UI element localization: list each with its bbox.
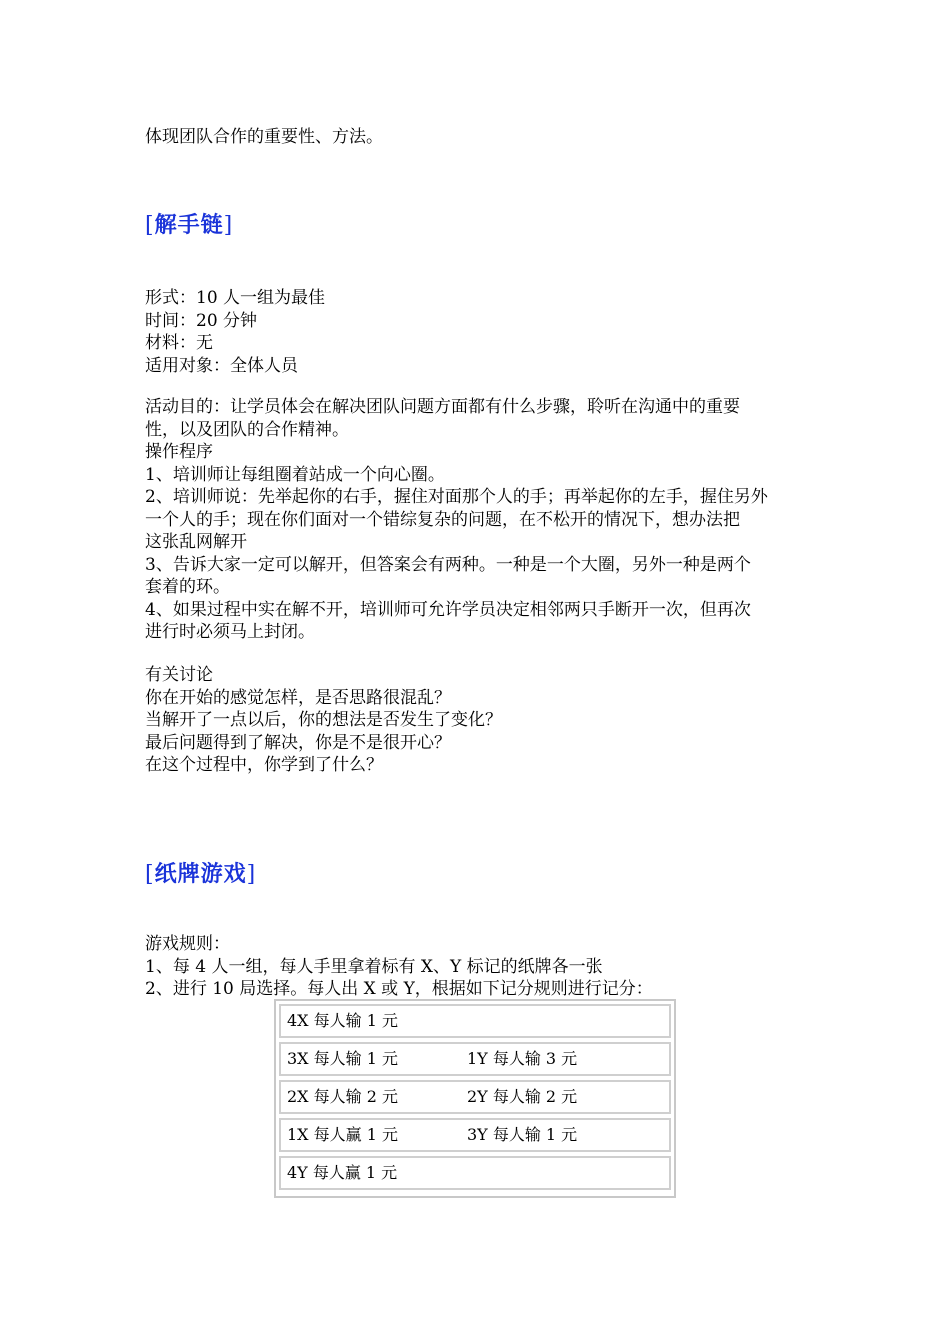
rules-line: 1、每 4 人一组，每人手里拿着标有 X、Y 标记的纸牌各一张	[145, 956, 603, 977]
meta-time: 时间：20 分钟	[145, 310, 258, 331]
purpose-line: 活动目的：让学员体会在解决团队问题方面都有什么步骤，聆听在沟通中的重要	[145, 397, 740, 417]
bracket-close: ]	[246, 862, 257, 887]
section-heading-jieshoulian	[145, 212, 233, 240]
procedure-line: 2、培训师说：先举起你的右手，握住对面那个人的手；再举起你的左手，握住另外	[145, 487, 768, 507]
activity-procedure	[145, 396, 815, 644]
procedure-line: 3、告诉大家一定可以解开，但答案会有两种。一种是一个大圈，另外一种是两个	[145, 554, 751, 575]
section-title: 纸牌游戏	[154, 862, 247, 887]
purpose-line: 性，以及团队的合作精神。	[145, 419, 349, 440]
procedure-line: 套着的环。	[145, 577, 230, 597]
discussion-question: 在这个过程中，你学到了什么？	[145, 755, 383, 775]
procedure-title: 操作程序	[145, 442, 213, 462]
discussion-title: 有关讨论	[145, 665, 213, 685]
section-title: 解手链	[154, 213, 224, 238]
table-row	[279, 1118, 671, 1152]
score-cell: 2Y 每人输 2 元	[467, 1087, 578, 1106]
activity-meta	[145, 287, 815, 377]
discussion-question: 最后问题得到了解决，你是不是很开心？	[145, 732, 451, 753]
table-row	[279, 1042, 671, 1076]
discussion-question: 当解开了一点以后，你的想法是否发生了变化？	[145, 710, 502, 730]
score-cell: 3X 每人输 1 元	[287, 1049, 399, 1068]
table-row	[279, 1080, 671, 1114]
rules-title: 游戏规则：	[145, 934, 230, 954]
procedure-line: 一个人的手；现在你们面对一个错综复杂的问题，在不松开的情况下，想办法把	[145, 509, 740, 530]
meta-format: 形式：10 人一组为最佳	[145, 288, 326, 308]
score-cell: 2X 每人输 2 元	[287, 1087, 399, 1106]
table-row	[279, 1004, 671, 1038]
score-cell: 1Y 每人输 3 元	[467, 1049, 578, 1068]
score-cell: 4Y 每人赢 1 元	[287, 1163, 398, 1182]
score-table	[274, 999, 676, 1198]
score-cell: 4X 每人输 1 元	[287, 1011, 399, 1030]
bracket-open: [	[145, 213, 155, 238]
intro-text: 体现团队合作的重要性、方法。	[145, 127, 383, 147]
score-cell: 1X 每人赢 1 元	[287, 1125, 399, 1144]
bracket-close: ]	[223, 213, 234, 238]
game-rules	[145, 933, 815, 1001]
bracket-open: [	[145, 862, 155, 887]
procedure-line: 进行时必须马上封闭。	[145, 622, 315, 642]
meta-materials: 材料：无	[145, 333, 213, 353]
procedure-line: 这张乱网解开	[145, 532, 247, 552]
score-cell: 3Y 每人输 1 元	[467, 1125, 578, 1144]
procedure-line: 1、培训师让每组圈着站成一个向心圈。	[145, 464, 445, 485]
table-row	[279, 1156, 671, 1190]
discussion	[145, 664, 815, 777]
section-heading-zhipaiyouxi	[145, 861, 256, 889]
procedure-line: 4、如果过程中实在解不开，培训师可允许学员决定相邻两只手断开一次，但再次	[145, 599, 751, 620]
rules-line: 2、进行 10 局选择。每人出 X 或 Y，根据如下记分规则进行记分：	[145, 979, 653, 999]
meta-audience: 适用对象：全体人员	[145, 355, 298, 376]
discussion-question: 你在开始的感觉怎样，是否思路很混乱？	[145, 687, 451, 708]
